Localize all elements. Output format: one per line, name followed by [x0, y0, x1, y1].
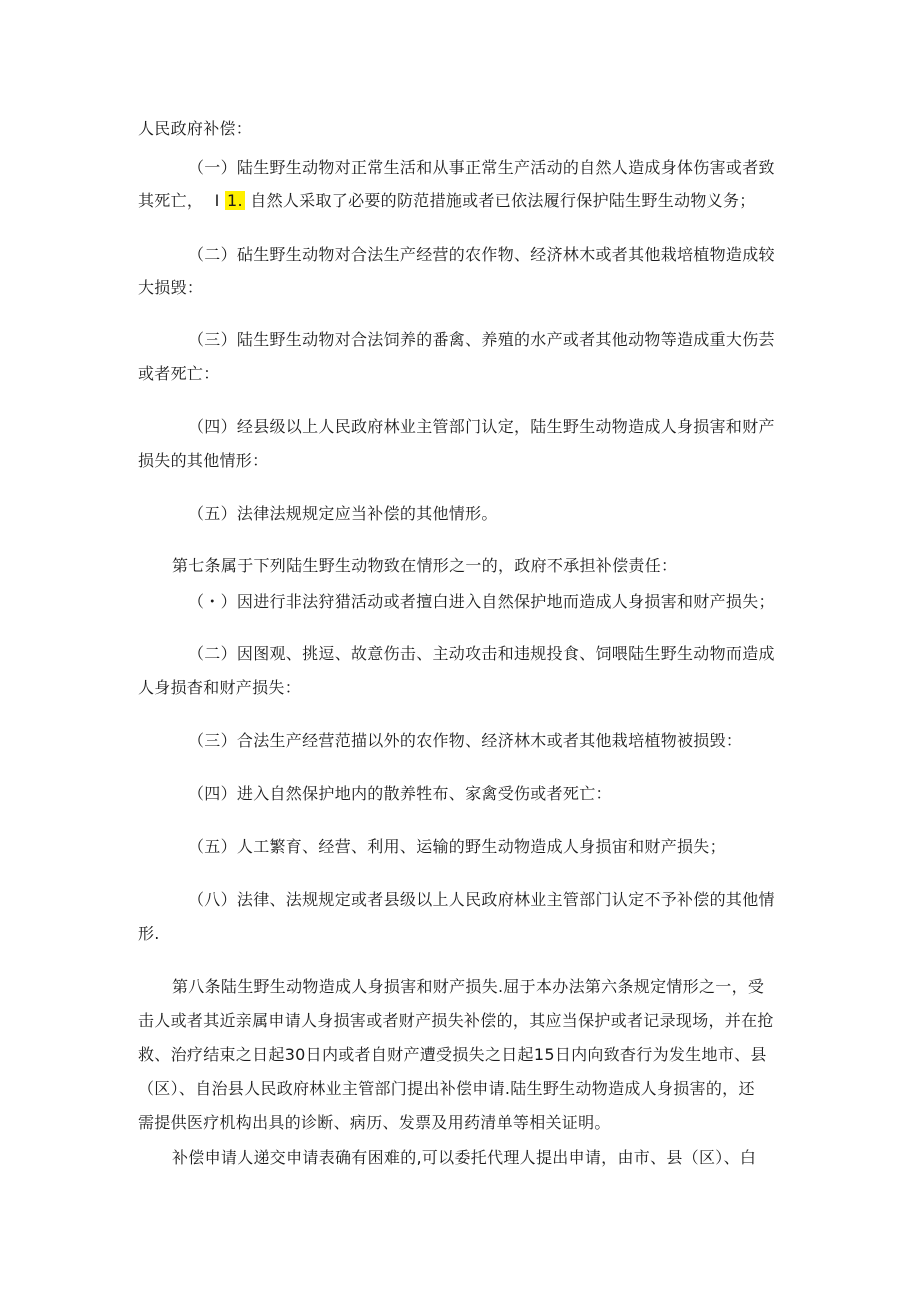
text-line: 人民政府补偿： — [138, 119, 253, 138]
text-line: 第七条属于下列陆生野生动物致在情形之一的，政府不承担补偿责任： — [172, 556, 678, 575]
text-line: （四）进入自然保护地内的散养牲布、家禽受伤或者死亡： — [188, 784, 612, 803]
text-line: 人身损杳和财产损失： — [138, 678, 302, 697]
text-line: 损失的其他情形： — [138, 451, 269, 470]
text-line: 救、治疗结束之日起30日内或者自财产遭受损失之日起15日内向致杳行为发生地市、县 — [138, 1045, 767, 1064]
text-line: 击人或者其近亲属申请人身损害或者财产损失补偿的，其应当保护或者记录现场，并在抢 — [138, 1011, 774, 1030]
text-line: （八）法律、法规规定或者县级以上人民政府林业主管部门认定不予补偿的其他情 — [188, 890, 775, 909]
text-line: （・）因进行非法狩猎活动或者擅白进入自然保护地而造成人身损害和财产损失； — [188, 592, 775, 611]
text-line: 大损毁： — [138, 278, 204, 297]
text-line: （一）陆生野生动物对正常生活和从事正常生产活动的自然人造成身体伤害或者致 — [188, 158, 775, 177]
text-line: （二）砧生野生动物对合法生产经营的农作物、经济林木或者其他栽培植物造成较 — [188, 245, 775, 264]
text-line: （三）合法生产经营范描以外的农作物、经济林木或者其他栽培植物被损毁： — [188, 731, 743, 750]
text-line: 第八条陆生野生动物造成人身损害和财产损失.屈于本办法第六条规定情形之一，受 — [172, 977, 765, 996]
text-line — [138, 190, 756, 212]
text-segment: 自然人采取了必要的防范措施或者已依法履行保护陆生野生动物义务； — [250, 191, 756, 210]
text-line: 或者死亡： — [138, 364, 220, 383]
text-segment: I — [214, 191, 220, 210]
text-line: （五）人工繁育、经营、利用、运输的野生动物造成人身损宙和财产损失； — [188, 837, 726, 856]
text-line: 补偿申请人递交申请表确有困难的,可以委托代理人提出申请，由市、县（区）、白 — [172, 1148, 757, 1167]
text-segment: 其死亡， — [138, 191, 204, 210]
text-line: （二）因图观、挑逗、故意伤击、主动攻击和违规投食、饲喂陆生野生动物而造成 — [188, 644, 775, 663]
text-line: （区）、自治县人民政府林业主管部门提出补偿申请.陆生野生动物造成人身损害的，还 — [138, 1079, 755, 1098]
highlighted-number: 1. — [227, 191, 243, 210]
text-line: （三）陆生野生动物对合法饲养的番禽、养殖的水产或者其他动物等造成重大伤芸 — [188, 330, 775, 349]
text-line: 形. — [138, 924, 160, 943]
text-line: （五）法律法规规定应当补偿的其他情形。 — [188, 504, 498, 523]
text-line: 需提供医疗机构出具的诊断、病历、发票及用药清单等相关证明。 — [138, 1113, 611, 1132]
text-line: （四）经县级以上人民政府林业主管部门认定，陆生野生动物造成人身损害和财产 — [188, 417, 775, 436]
